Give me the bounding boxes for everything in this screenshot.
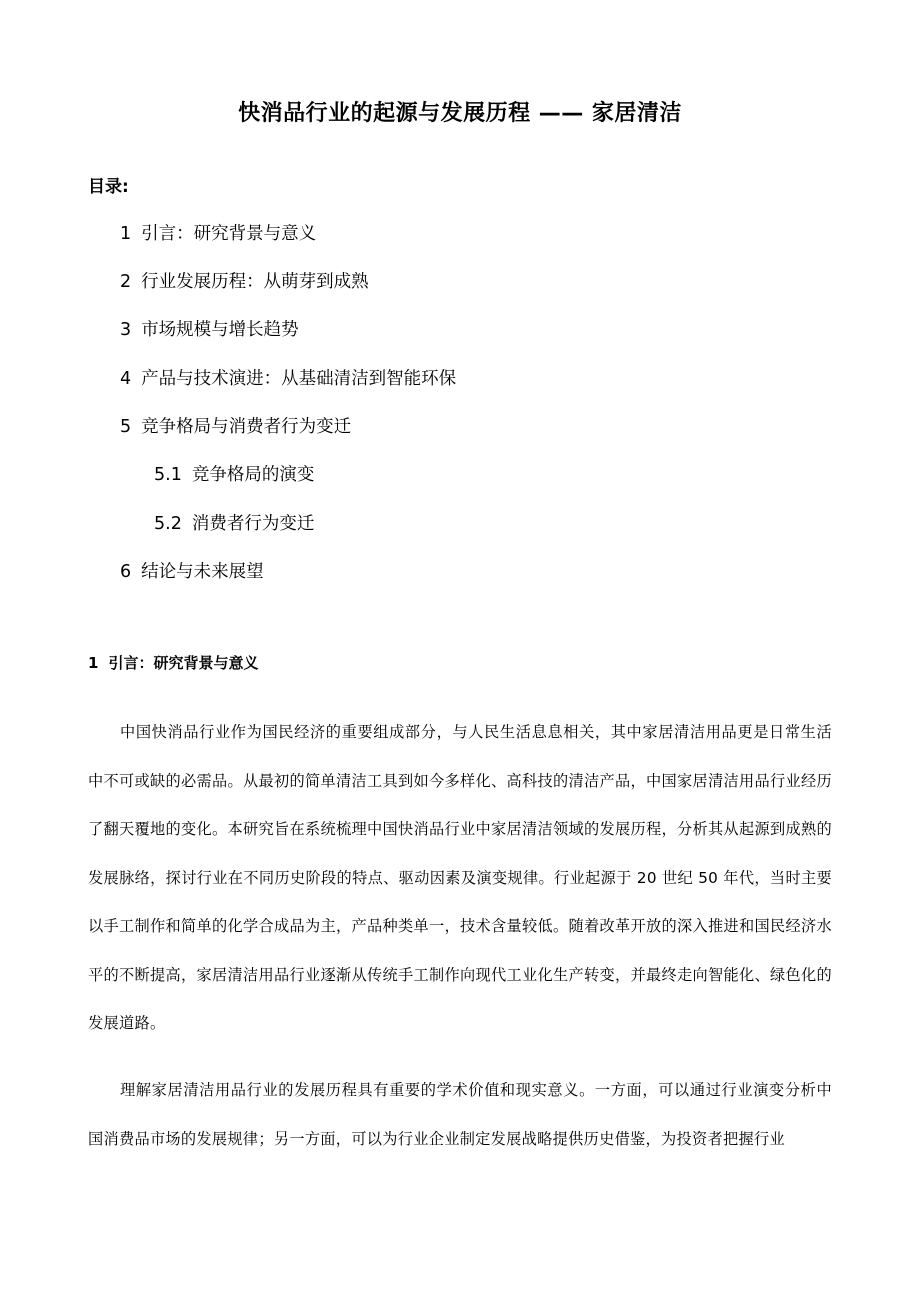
section-number: 1 — [88, 654, 99, 672]
toc-item-number: 5 — [120, 417, 132, 437]
toc-item[interactable] — [120, 365, 456, 390]
toc-item-label: 消费者行为变迁 — [191, 514, 315, 534]
toc-item-number: 6 — [120, 562, 132, 582]
toc-item-label: 产品与技术演进：从基础清洁到智能环保 — [141, 369, 457, 389]
toc-item-number: 2 — [120, 272, 132, 292]
toc-item-label: 市场规模与增长趋势 — [141, 320, 299, 340]
document-title: 快消品行业的起源与发展历程 —— 家居清洁 — [238, 101, 682, 126]
toc-item-number: 1 — [120, 224, 132, 244]
toc-item[interactable] — [120, 268, 369, 293]
toc-item-number: 5.2 — [154, 514, 182, 534]
toc-subitem[interactable] — [154, 461, 314, 486]
toc-item-label: 竞争格局与消费者行为变迁 — [141, 417, 352, 437]
toc-item[interactable] — [120, 413, 351, 438]
body-paragraph: 理解家居清洁用品行业的发展历程具有重要的学术价值和现实意义。一方面，可以通过行业演变分析中国消费品市场的发展规律；另一方面，可以为行业企业制定发展战略提供历史借鉴，为投资者把握行业 — [88, 1081, 832, 1148]
toc-item[interactable] — [120, 220, 316, 245]
toc-item-label: 结论与未来展望 — [141, 562, 264, 582]
body-paragraph: 中国快消品行业作为国民经济的重要组成部分，与人民生活息息相关，其中家居清洁用品更是日常生活中不可或缺的必需品。从最初的简单清洁工具到如今多样化、高科技的清洁产品，中国家居清洁用品行业经历了翻天覆地的变化。本研究旨在系统梳理中国快消品行业中家居清洁领域的发展历程，分析其从起源到成熟的发展脉络，探讨行业在不同历史阶段的特点、驱动因素及演变规律。行业起源于 20 世纪 50 年代，当时主要以手工制作和简单的化学合成品为主，产品种类单一，技术含量较低。随着改革开放的深入推进和国民经济水平的不断提高，家居清洁用品行业逐渐从传统手工制作向现代工业化生产转变，并最终走向智能化、绿色化的发展道路。 — [88, 723, 832, 1032]
toc-item-label: 引言：研究背景与意义 — [141, 224, 317, 244]
toc-item-number: 5.1 — [154, 465, 182, 485]
toc-item-number: 3 — [120, 320, 132, 340]
toc-heading: 目录: — [88, 177, 129, 197]
toc-item-label: 行业发展历程：从萌芽到成熟 — [141, 272, 369, 292]
toc-item[interactable] — [120, 316, 299, 341]
toc-item-number: 4 — [120, 369, 132, 389]
toc-item[interactable] — [120, 558, 264, 583]
section-heading — [88, 652, 258, 673]
section-title: 引言：研究背景与意义 — [108, 654, 259, 672]
toc-item-label: 竞争格局的演变 — [191, 465, 315, 485]
toc-subitem[interactable] — [154, 510, 314, 535]
